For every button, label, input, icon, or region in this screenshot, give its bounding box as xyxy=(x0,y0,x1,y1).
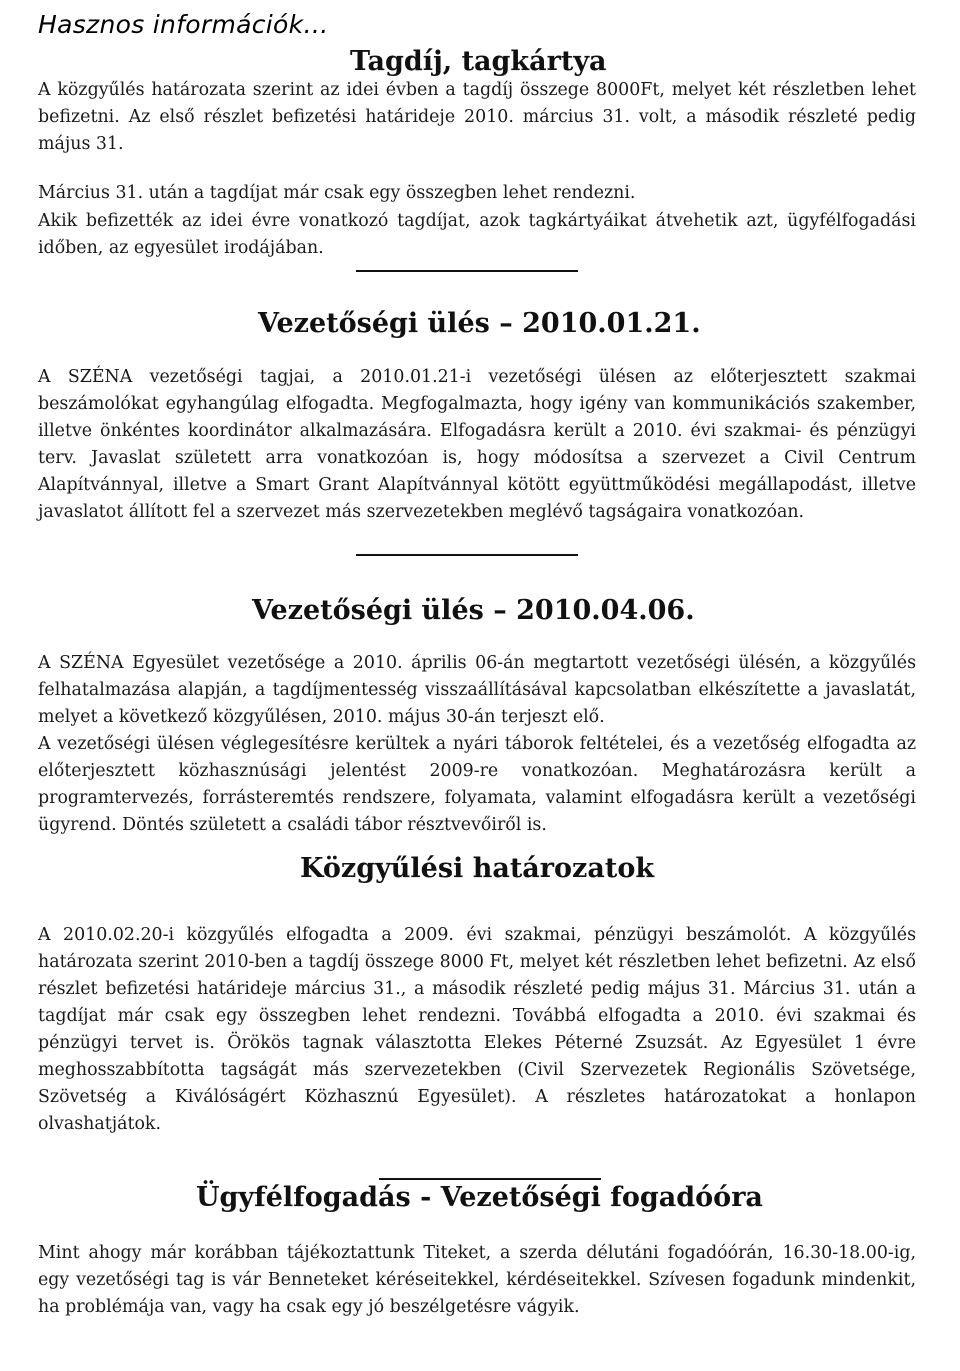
section-paragraph: Akik befizették az idei évre vonatkozó tagdíjat, azok tagkártyáikat átvehetik azt, ügyfélfogadási időben, az egyesület irodájában. xyxy=(38,211,916,258)
page-header: Hasznos információk… xyxy=(38,10,329,39)
section-title-vezetosegi-ules-0406: Vezetőségi ülés – 2010.04.06. xyxy=(252,595,695,626)
section-title-kozgyulesi-hatarozatok: Közgyűlési határozatok xyxy=(300,853,655,884)
section-paragraph: A közgyűlés határozata szerint az idei évben a tagdíj összege 8000Ft, melyet két részletben lehet befizetni. Az első részlet befizetési határideje 2010. március 31. volt, a második részleté pedig május 31. xyxy=(38,80,916,154)
section-title-vezetosegi-ules-0121: Vezetőségi ülés – 2010.01.21. xyxy=(258,308,701,339)
section-divider xyxy=(379,1178,601,1180)
section-divider xyxy=(356,270,578,272)
section-paragraph: Mint ahogy már korábban tájékoztattunk Titeket, a szerda délutáni fogadóórán, 16.30-18.00-ig, egy vezetőségi tag is vár Benneteket kéréseitekkel, kérdéseitekkel. Szívesen fogadunk mindenkit, ha problémája van, vagy ha csak egy jó beszélgetésre vágyik. xyxy=(38,1243,916,1317)
section-paragraph: A vezetőségi ülésen véglegesítésre kerültek a nyári táborok feltételei, és a vezetőség elfogadta az előterjesztett közhasznúsági jelentést 2009-re vonatkozóan. Meghatározásra került a programtervezés, forrásteremtés rendszere, folyamata, valamint elfogadásra került a vezetőségi ügyrend. Döntés született a családi tábor résztvevőiről is. xyxy=(38,734,916,835)
section-paragraph: A SZÉNA Egyesület vezetősége a 2010. április 06-án megtartott vezetőségi ülésén, a közgyűlés felhatalmazása alapján, a tagdíjmentesség visszaállításával kapcsolatban elkészítette a javaslatát, melyet a következő közgyűlésen, 2010. május 30-án terjeszt elő. xyxy=(38,653,916,727)
section-paragraph: A SZÉNA vezetőségi tagjai, a 2010.01.21-i vezetőségi ülésen az előterjesztett szakmai beszámolókat egyhangúlag elfogadta. Megfogalmazta, hogy igény van kommunikációs szakember, illetve önkéntes koordinátor alkalmazására. Elfogadásra került a 2010. évi szakmai- és pénzügyi terv. Javaslat született arra vonatkozóan is, hogy módosítsa a szervezet a Civil Centrum Alapítvánnyal, illetve a Smart Grant Alapítvánnyal kötött együttműködési megállapodást, illetve javaslatot állított fel a szervezet más szervezetekben meglévő tagságaira vonatkozóan. xyxy=(38,367,916,522)
section-divider xyxy=(356,554,578,556)
section-title-ugyfelfogadas: Ügyfélfogadás - Vezetőségi fogadóóra xyxy=(196,1182,763,1213)
section-title-tagdij: Tagdíj, tagkártya xyxy=(350,46,607,77)
section-paragraph: Március 31. után a tagdíjat már csak egy összegben lehet rendezni. xyxy=(38,183,636,203)
section-paragraph: A 2010.02.20-i közgyűlés elfogadta a 2009. évi szakmai, pénzügyi beszámolót. A közgyűlés határozata szerint 2010-ben a tagdíj összege 8000 Ft, melyet két részletben lehet befizetni. Az első részlet befizetési határideje március 31., a második részleté pedig május 31. Március 31. után a tagdíjat már csak egy összegben lehet rendezni. Továbbá elfogadta a 2010. évi szakmai és pénzügyi tervet is. Örökös tagnak választotta Elekes Péterné Zsuzsát. Az Egyesület 1 évre meghosszabbította tagságát más szervezetekben (Civil Szervezetek Regionális Szövetsége, Szövetség a Kiválóságért Közhasznú Egyesület). A részletes határozatokat a honlapon olvashatjátok. xyxy=(38,925,916,1134)
